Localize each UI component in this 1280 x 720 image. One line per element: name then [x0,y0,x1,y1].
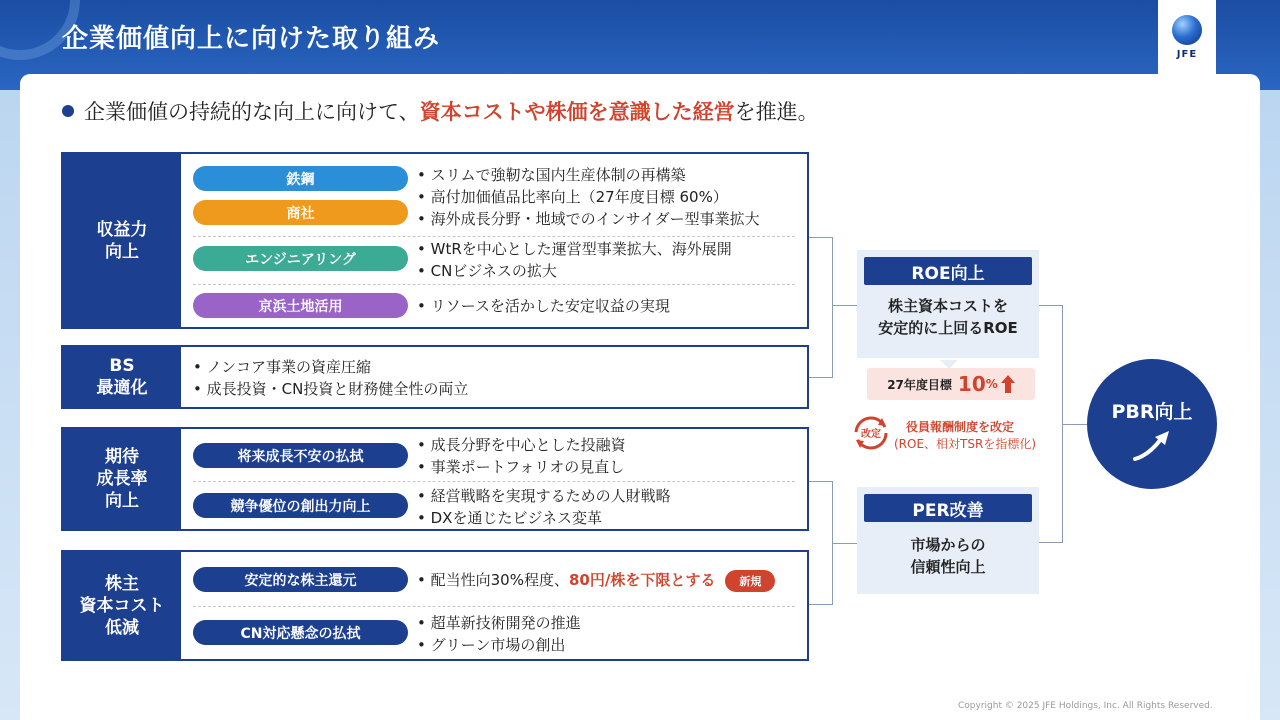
row-growth [61,427,809,531]
bullet-item-dividend: • 配当性向30%程度、80円/株を下限とする 新規 [417,569,775,592]
cycle-label: 改定 [861,429,881,440]
logo-text: JFE [1176,48,1198,60]
connector-roe-stub [832,305,857,306]
divider [193,481,795,482]
connector-pbr-stub [1062,424,1087,425]
lead-emphasis: 資本コストや株価を意識した経営 [419,100,735,124]
pill-competitive-edge: 競争優位の創出力向上 [193,493,408,518]
row-cost-of-capital [61,550,809,661]
row-head-profitability [63,154,181,327]
jfe-logo [1158,0,1216,74]
roe-title: ROE向上 [864,257,1032,285]
divider [193,284,795,285]
connector-per-stub [832,543,857,544]
pill-trading: 商社 [193,200,408,225]
target-label: 27年度目標 [887,377,952,392]
bullet-item: • スリムで強靭な国内生産体制の再構築 [417,164,686,185]
lead-suffix: を推進。 [734,100,819,124]
up-arrow-icon [1001,375,1015,393]
row-head-label: BS 最適化 [96,356,148,398]
revise-line1: 役員報酬制度を改定 [906,420,1015,434]
row-head-bs [63,347,181,407]
bullet-item: • CNビジネスの拡大 [417,260,557,281]
bullet-item: • 成長投資・CN投資と財務健全性の両立 [193,378,468,399]
page-title: 企業価値向上に向けた取り組み [62,24,441,54]
bullet-item: • 成長分野を中心とした投融資 [417,434,626,455]
compensation-revision [852,414,1052,454]
bullet-item: • 海外成長分野・地域でのインサイダー型事業拡大 [417,208,760,229]
row-body-capital [181,552,807,659]
new-badge: 新規 [725,570,775,592]
bullet-item: • DXを通じたビジネス変革 [417,507,602,528]
bullet-item: • グリーン市場の創出 [417,634,565,655]
bullet-dot-icon [62,105,74,117]
row-head-growth [63,429,181,529]
pill-shareholder-return: 安定的な株主還元 [193,567,408,592]
bullet-item: • 事業ポートフォリオの見直し [417,456,624,477]
rising-arrow-icon [1131,427,1175,463]
row-head-label: 収益力 向上 [96,219,148,262]
pill-future-growth: 将来成長不安の払拭 [193,443,408,468]
divider [193,236,795,237]
pbr-circle [1087,359,1217,489]
bullet-item: • WtRを中心とした運営型事業拡大、海外展開 [417,238,732,259]
cycle-icon [852,414,890,452]
bullet-item: • ノンコア事業の資産圧縮 [193,356,371,377]
row-head-label: 株主 資本コスト 低減 [79,573,165,638]
copyright: Copyright © 2025 JFE Holdings, Inc. All Rights Reserved. [958,701,1213,711]
bullet-item: • リソースを活かした安定収益の実現 [417,295,670,316]
logo-globe-icon [1172,15,1202,45]
connector-roe [809,237,833,378]
row-bs-optimization [61,345,809,409]
target-value: 10 [957,372,986,396]
roe-target [867,368,1035,400]
row-body-growth [181,429,807,529]
connector-per [809,481,833,605]
pbr-label: PBR向上 [1111,401,1193,423]
pill-keihin: 京浜土地活用 [193,293,408,318]
per-title: PER改善 [864,494,1032,522]
row-profitability [61,152,809,329]
per-box [857,487,1039,594]
row-body-profitability [181,154,807,327]
dividend-floor-emphasis: 80円/株を下限とする [568,571,716,589]
pill-engineering: エンジニアリング [193,246,408,271]
pill-steel: 鉄鋼 [193,166,408,191]
bullet-item: • 高付加価値品比率向上（27年度目標 60%） [417,186,728,207]
roe-box [857,250,1039,358]
target-unit: % [985,377,998,391]
revise-line2: (ROE、相対TSRを指標化) [894,437,1037,451]
row-head-label: 期待 成長率 向上 [96,447,148,511]
row-head-capital [63,552,181,659]
bullet-item: • 経営戦略を実現するための人財戦略 [417,485,671,506]
per-text: 市場からの 信頼性向上 [910,536,986,576]
lead-prefix: 企業価値の持続的な向上に向けて、 [84,100,420,124]
bullet-item: • 超革新技術開発の推進 [417,612,581,633]
row-body-bs [181,347,807,407]
pill-cn-concern: CN対応懸念の払拭 [193,620,408,645]
divider [193,606,795,607]
roe-text: 株主資本コストを 安定的に上回るROE [878,297,1018,337]
lead-statement [62,96,819,126]
